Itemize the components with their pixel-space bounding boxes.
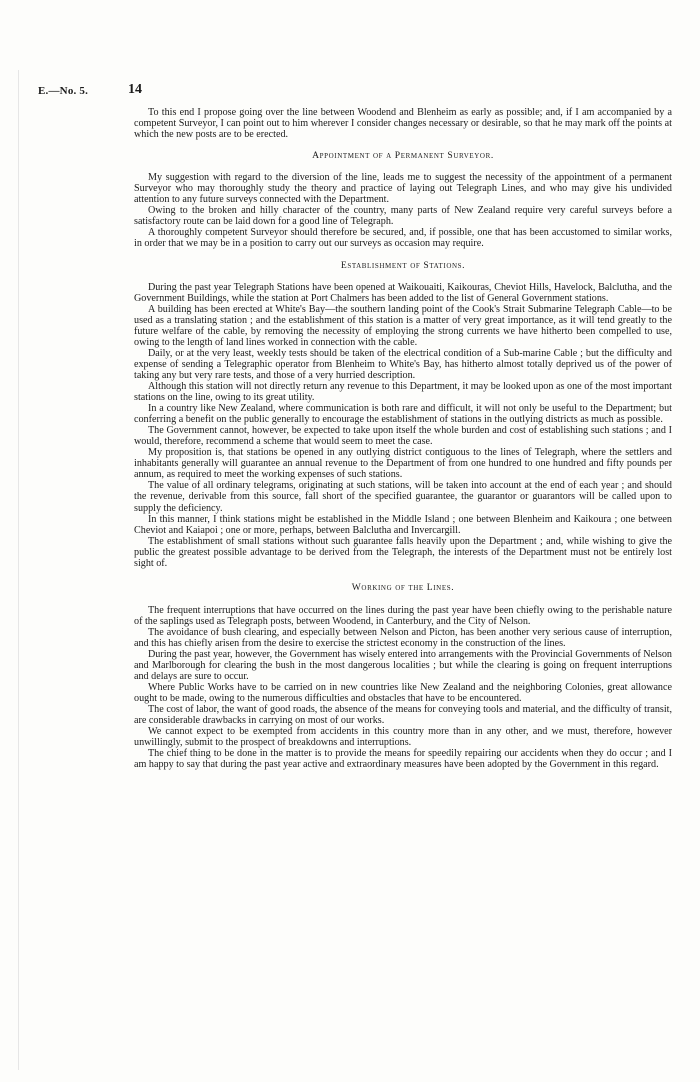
paragraph: Although this station will not directly return any revenue to this Department, it may be looked upon as one of the most important stations on the line, owing to its great utility. <box>134 380 672 404</box>
paragraph: A building has been erected at White's Bay—the southern landing point of the Cook's Strait Submarine Telegraph Cable—to be used as a translating station ; and the establishment of this station is a matter of very great importance, as it will tend greatly to the future welfare of the cable, by removing the necessity of employing the strong currents we have hitherto been compelled to use, owing to the length of land lines worked in connection with the cable. <box>134 303 672 348</box>
section-heading-stations: Establishment of Stations. <box>340 259 466 271</box>
document-reference: E.—No. 5. <box>38 85 89 97</box>
paragraph: Owing to the broken and hilly character of the country, many parts of New Zealand require very careful surveys before a satisfactory route can be laid down for a good line of Telegraph. <box>134 205 672 228</box>
paragraph: The value of all ordinary telegrams, originating at such stations, will be taken into account at the end of each year ; and should the revenue, derivable from this source, fall short of the specified guarantee, the guarantor or guarantors will be called upon to supply the deficiency. <box>134 480 672 514</box>
page-number: 14 <box>128 82 142 97</box>
paragraph: The establishment of small stations without such guarantee falls heavily upon the Department ; and, while wishing to give the public the greatest possible advantage to be derived from the Telegraph, the interests of the Department must not be entirely lost sight of. <box>134 535 672 569</box>
paragraph: In a country like New Zealand, where communication is both rare and difficult, it will not only be useful to the Department; but conferring a benefit on the public generally to encourage the establishment of stations in the outlying districts as much as possible. <box>134 403 672 426</box>
paragraph: The avoidance of bush clearing, and especially between Nelson and Picton, has been another very serious cause of interruption, and this has chiefly arisen from the desire to exercise the strictest economy in the construction of the lines. <box>134 626 672 649</box>
page-header <box>38 83 678 103</box>
paragraph: Daily, or at the very least, weekly tests should be taken of the electrical condition of a Sub-marine Cable ; but the difficulty and expense of sending a Telegraphic operator from Blenheim to White's Bay, has hitherto almost totally deprived us of the power of taking any but very rare tests, and those of a very hurried description. <box>134 347 672 381</box>
paragraph: During the past year Telegraph Stations have been opened at Waikouaiti, Kaikouras, Cheviot Hills, Havelock, Balclutha, and the Government Buildings, while the station at Port Chalmers has been added to the list of General Government stations. <box>134 281 672 304</box>
section-heading-surveyor: Appointment of a Permanent Surveyor. <box>312 150 494 162</box>
section-heading-working-lines: Working of the Lines. <box>351 581 455 593</box>
paragraph: Where Public Works have to be carried on in new countries like New Zealand and the neighboring Colonies, great allowance ought to be made, owing to the numerous difficulties and obstacles that have to be encountered. <box>134 682 672 705</box>
document-body <box>134 107 672 771</box>
intro-paragraph: To this end I propose going over the line between Woodend and Blenheim as early as possible; and, if I am accompanied by a competent Surveyor, I can point out to him wherever I consider changes necessary or desirable, so that he may mark off the points at which the new posts are to be erected. <box>134 107 672 141</box>
paragraph: My proposition is, that stations be opened in any outlying district contiguous to the lines of Telegraph, where the settlers and inhabitants generally will guarantee an annual revenue to the Department of from one hundred to one hundred and fifty pounds per annum, as required to meet the working expenses of such stations. <box>134 447 672 481</box>
paragraph: During the past year, however, the Government has wisely entered into arrangements with the Provincial Governments of Nelson and Marlborough for clearing the bush in the most dangerous localities ; but while the clearing is going on frequent interruptions and delays are sure to occur. <box>134 649 672 683</box>
paragraph: The frequent interruptions that have occurred on the lines during the past year have been chiefly owing to the perishable nature of the saplings used as Telegraph posts, between Woodend, in Canterbury, and the City of Nelson. <box>134 604 672 627</box>
paragraph: We cannot expect to be exempted from accidents in this country more than in any other, and we must, therefore, however unwillingly, submit to the prospect of breakdowns and interruptions. <box>134 726 672 749</box>
paragraph: The chief thing to be done in the matter is to provide the means for speedily repairing our accidents when they do occur ; and I am happy to say that during the past year active and extraordinary measures have been adopted by the Government in this regard. <box>134 748 672 771</box>
paragraph: A thoroughly competent Surveyor should therefore be secured, and, if possible, one that has been accustomed to similar works, in order that we may be in a position to carry out our surveys as occasion may require. <box>134 227 672 250</box>
paragraph: The cost of labor, the want of good roads, the absence of the means for conveying tools and material, and the difficulty of transit, are considerable drawbacks in carrying on most of our works. <box>134 704 672 727</box>
paragraph: My suggestion with regard to the diversion of the line, leads me to suggest the necessity of the appointment of a permanent Surveyor who may thoroughly study the theory and practice of laying out Telegraph Lines, and who may give his undivided attention to any future surveys connected with the Department. <box>134 172 672 206</box>
binding-margin-line <box>18 70 19 1070</box>
paragraph: The Government cannot, however, be expected to take upon itself the whole burden and cost of establishing such stations ; and I would, therefore, recommend a scheme that would seem to meet the case. <box>134 425 672 448</box>
paragraph: In this manner, I think stations might be established in the Middle Island ; one between Blenheim and Kaikoura ; one between Cheviot and Kaiapoi ; one or more, perhaps, between Balclutha and Invercargill. <box>134 513 672 536</box>
